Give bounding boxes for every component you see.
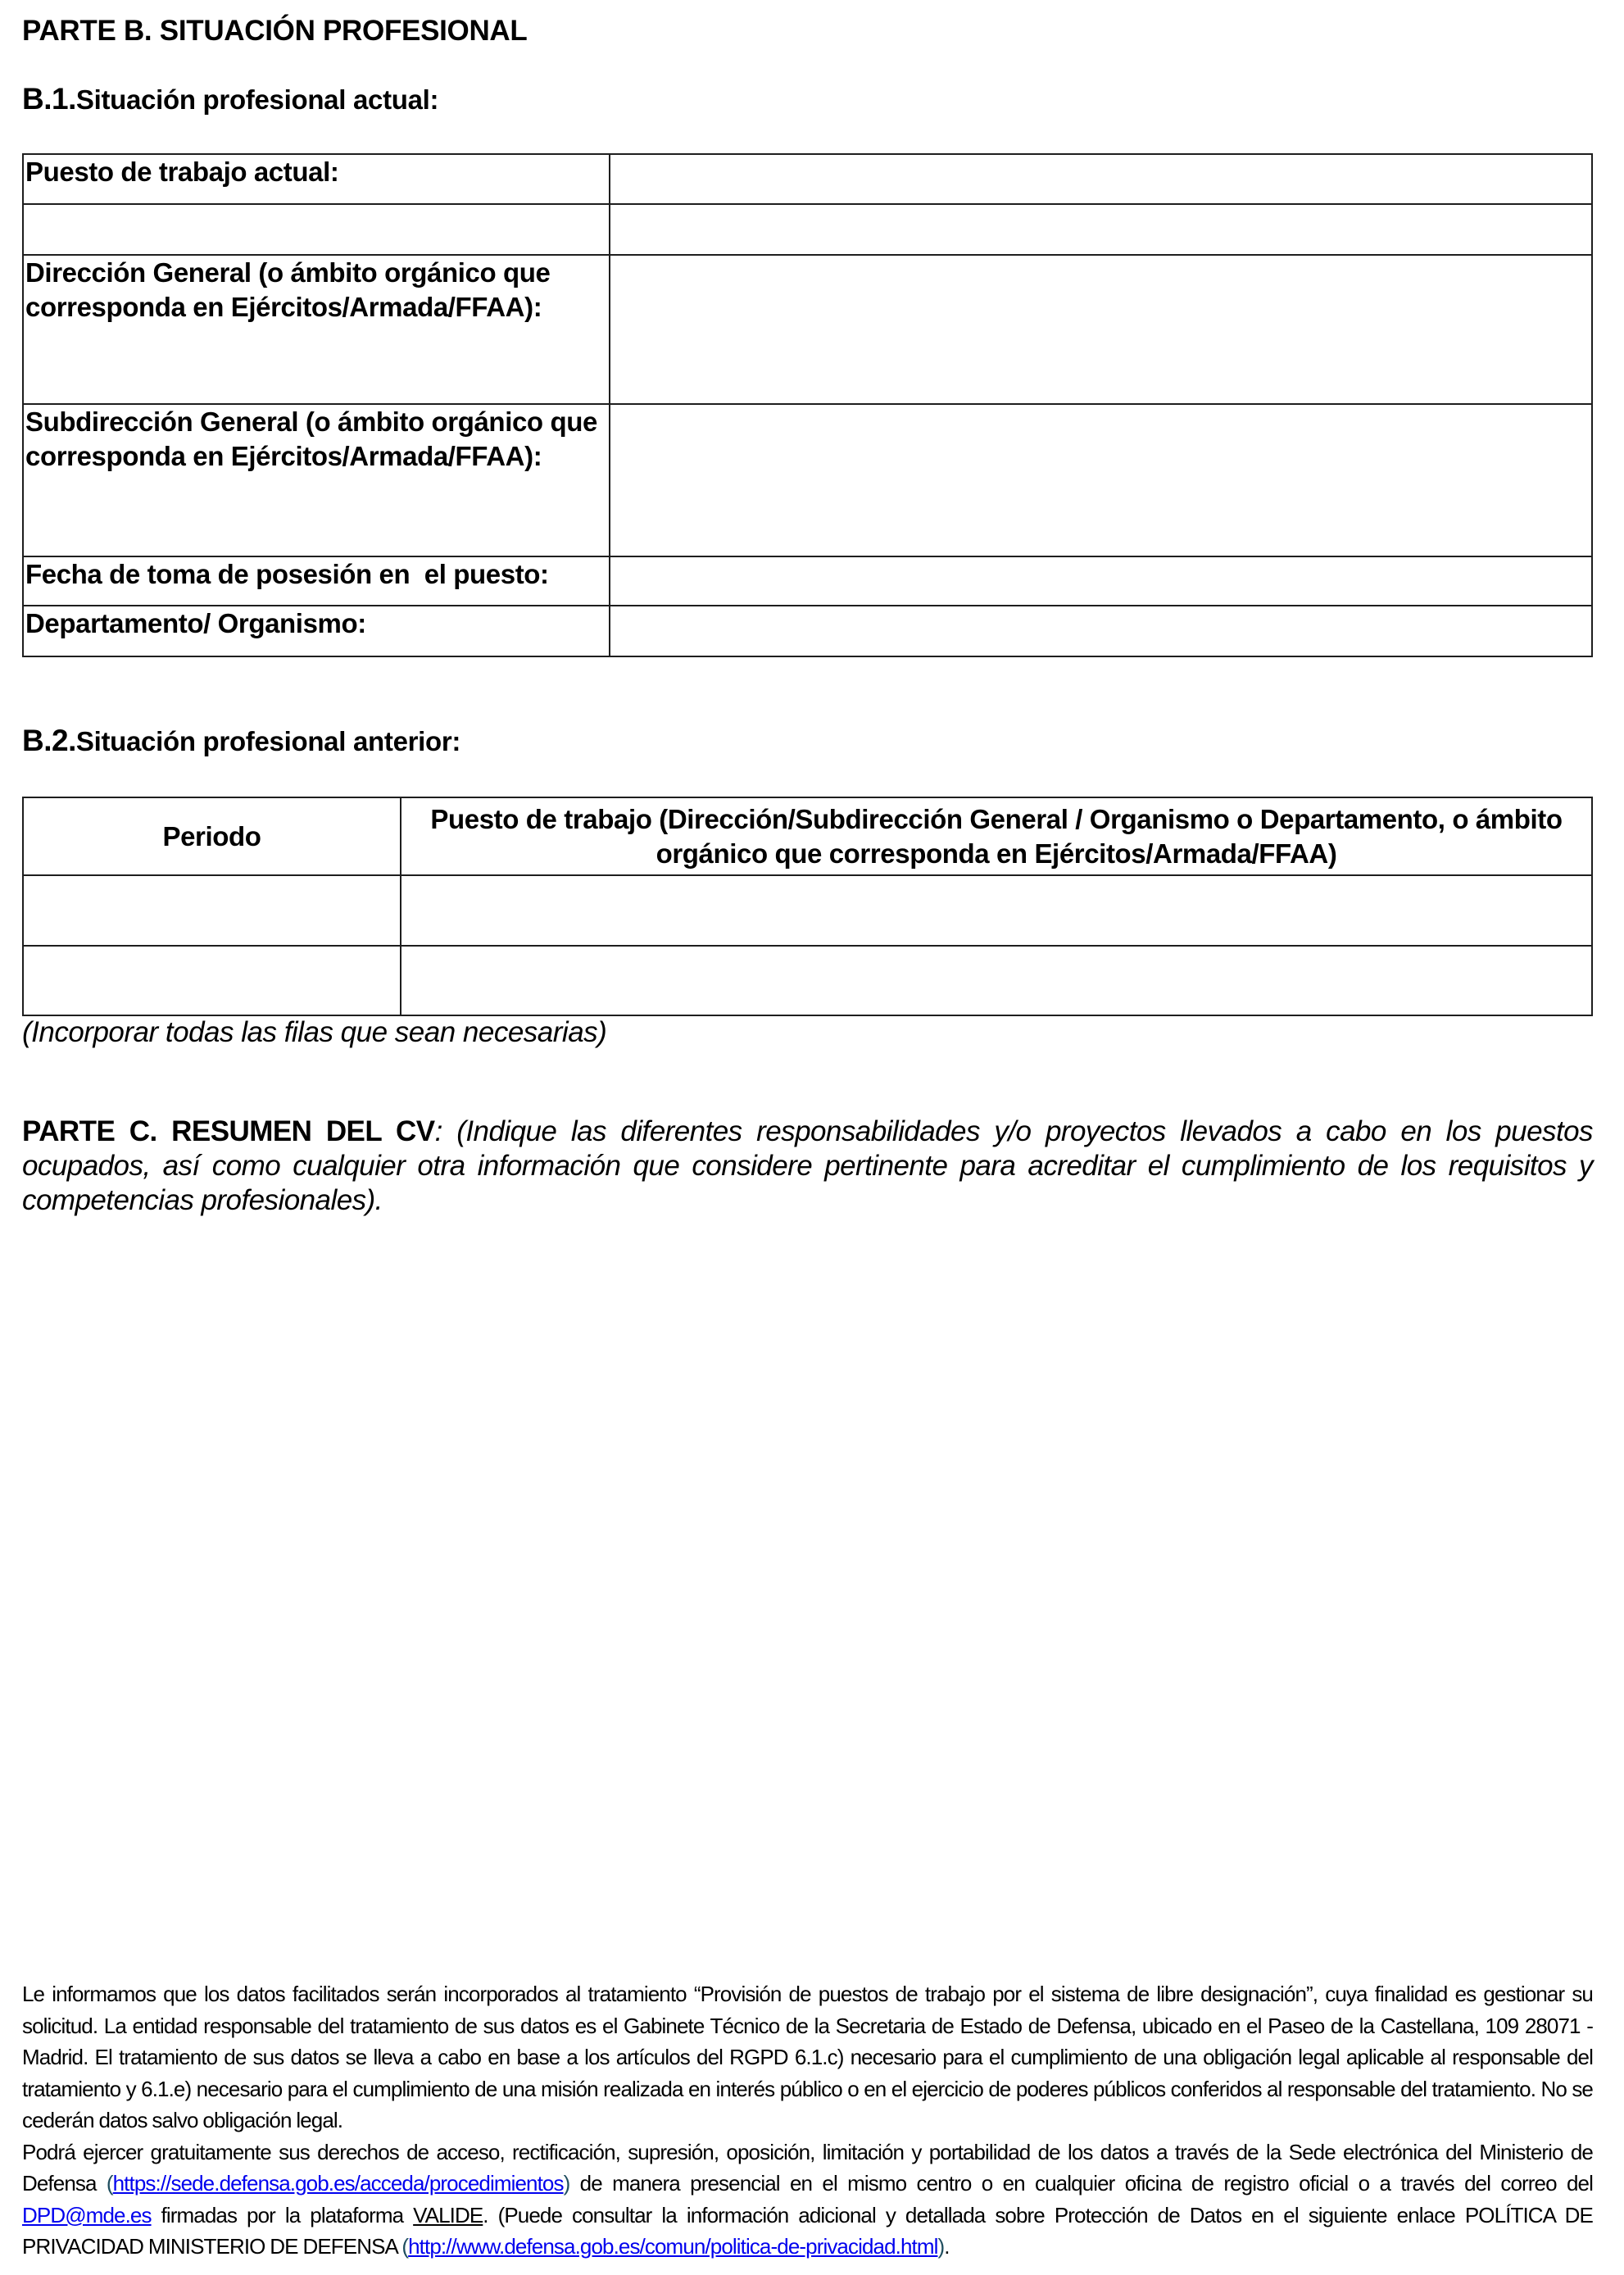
section-b1-heading <box>22 82 438 116</box>
table-row <box>23 255 1592 404</box>
table-row <box>23 154 1592 204</box>
column-header-periodo: Periodo <box>23 797 401 875</box>
departamento-input[interactable] <box>610 608 1591 643</box>
fecha-posesion-input[interactable] <box>610 559 1591 593</box>
subdireccion-general-field[interactable] <box>610 404 1592 556</box>
privacy-paragraph-2: Podrá ejercer gratuitamente sus derechos de acceso, rectificación, supresión, oposición, limitación y portabilidad de los datos a través de la Sede electrónica del Ministerio de Defensa (https://sede.defensa.gob.es/acceda/procedimientos) de manera presencial en el mismo centro o en cualquier oficina de registro oficial o a través del correo del DPD@mde.es firmadas por la plataforma VALIDE. (Puede consultar la información adicional y detallada sobre Protección de Datos en el siguiente enlace POLÍTICA DE PRIVACIDAD MINISTERIO DE DEFENSA (http://www.defensa.gob.es/comun/politica-de-privacidad.html). <box>22 2139 1593 2259</box>
current-position-input[interactable] <box>610 157 1591 191</box>
section-c-paragraph <box>22 1115 1593 1218</box>
extra-field[interactable] <box>610 204 1592 255</box>
periodo-field[interactable] <box>23 875 401 946</box>
puesto-field[interactable] <box>401 875 1592 946</box>
extra-input[interactable] <box>610 207 1591 241</box>
row-label: Departamento/ Organismo: <box>23 606 610 656</box>
column-header-puesto: Puesto de trabajo (Dirección/Subdirección General / Organismo o Departamento, o ámbito orgánico que corresponda en Ejércitos/Armada/FFAA) <box>401 797 1592 875</box>
subdireccion-general-input[interactable] <box>610 406 1591 441</box>
section-b2-title: Situación profesional anterior: <box>75 726 461 756</box>
fecha-posesion-field[interactable] <box>610 556 1592 606</box>
sede-link[interactable]: https://sede.defensa.gob.es/acceda/procedimientos <box>112 2171 564 2196</box>
row-label: Subdirección General (o ámbito orgánico que corresponda en Ejércitos/Armada/FFAA): <box>23 404 610 556</box>
section-b1-title: Situación profesional actual: <box>75 84 439 115</box>
puesto-input[interactable] <box>401 878 1591 912</box>
section-b2-number: B.2. <box>22 724 76 757</box>
row-label: Dirección General (o ámbito orgánico que corresponda en Ejércitos/Armada/FFAA): <box>23 255 610 404</box>
current-position-field[interactable] <box>610 154 1592 204</box>
periodo-field[interactable] <box>23 946 401 1015</box>
add-rows-note: (Incorporar todas las filas que sean necesarias) <box>22 1016 607 1048</box>
periodo-input[interactable] <box>24 878 400 912</box>
section-c-label: PARTE C. RESUMEN DEL CV <box>22 1115 435 1147</box>
table-row <box>23 875 1592 946</box>
table-header-row <box>23 797 1592 875</box>
previous-position-table <box>22 797 1593 1016</box>
valide-platform: VALIDE <box>413 2202 483 2227</box>
section-b1-number: B.1. <box>22 82 76 116</box>
dpd-email-link[interactable]: DPD@mde.es <box>22 2202 152 2227</box>
current-position-table <box>22 153 1593 657</box>
puesto-field[interactable] <box>401 946 1592 1015</box>
periodo-input[interactable] <box>24 948 400 983</box>
row-label <box>23 204 610 255</box>
direccion-general-field[interactable] <box>610 255 1592 404</box>
departamento-field[interactable] <box>610 606 1592 656</box>
row-label: Puesto de trabajo actual: <box>23 154 610 204</box>
table-row <box>23 204 1592 255</box>
table-row <box>23 556 1592 606</box>
privacy-notice <box>22 1978 1593 2263</box>
privacy-policy-link[interactable]: http://www.defensa.gob.es/comun/politica-de-privacidad.html <box>408 2234 938 2259</box>
puesto-input[interactable] <box>401 948 1591 983</box>
section-c-instructions: : (Indique las diferentes responsabilidades y/o proyectos llevados a cabo en los puestos ocupados, así como cualquier otra información que considere pertinente para acreditar el cumplimiento de los requisitos y competencias profesionales). <box>22 1115 1593 1216</box>
row-label: Fecha de toma de posesión en el puesto: <box>23 556 610 606</box>
table-row <box>23 404 1592 556</box>
page-title: PARTE B. SITUACIÓN PROFESIONAL <box>22 15 528 47</box>
direccion-general-input[interactable] <box>610 257 1591 292</box>
table-row <box>23 946 1592 1015</box>
table-row <box>23 606 1592 656</box>
privacy-paragraph-1: Le informamos que los datos facilitados serán incorporados al tratamiento “Provisión de puestos de trabajo por el sistema de libre designación”, cuya finalidad es gestionar su solicitud. La entidad responsable del tratamiento de sus datos es el Gabinete Técnico de la Secretaria de Estado de Defensa, ubicado en el Paseo de la Castellana, 109 28071 - Madrid. El tratamiento de sus datos se lleva a cabo en base a los artículos del RGPD 6.1.c) necesario para el cumplimiento de una obligación legal aplicable al responsable del tratamiento y 6.1.e) necesario para el cumplimiento de una misión realizada en interés público o en el ejercicio de poderes públicos conferidos al responsable del tratamiento. No se cederán datos salvo obligación legal. <box>22 1982 1593 2132</box>
section-b2-heading <box>22 724 460 758</box>
